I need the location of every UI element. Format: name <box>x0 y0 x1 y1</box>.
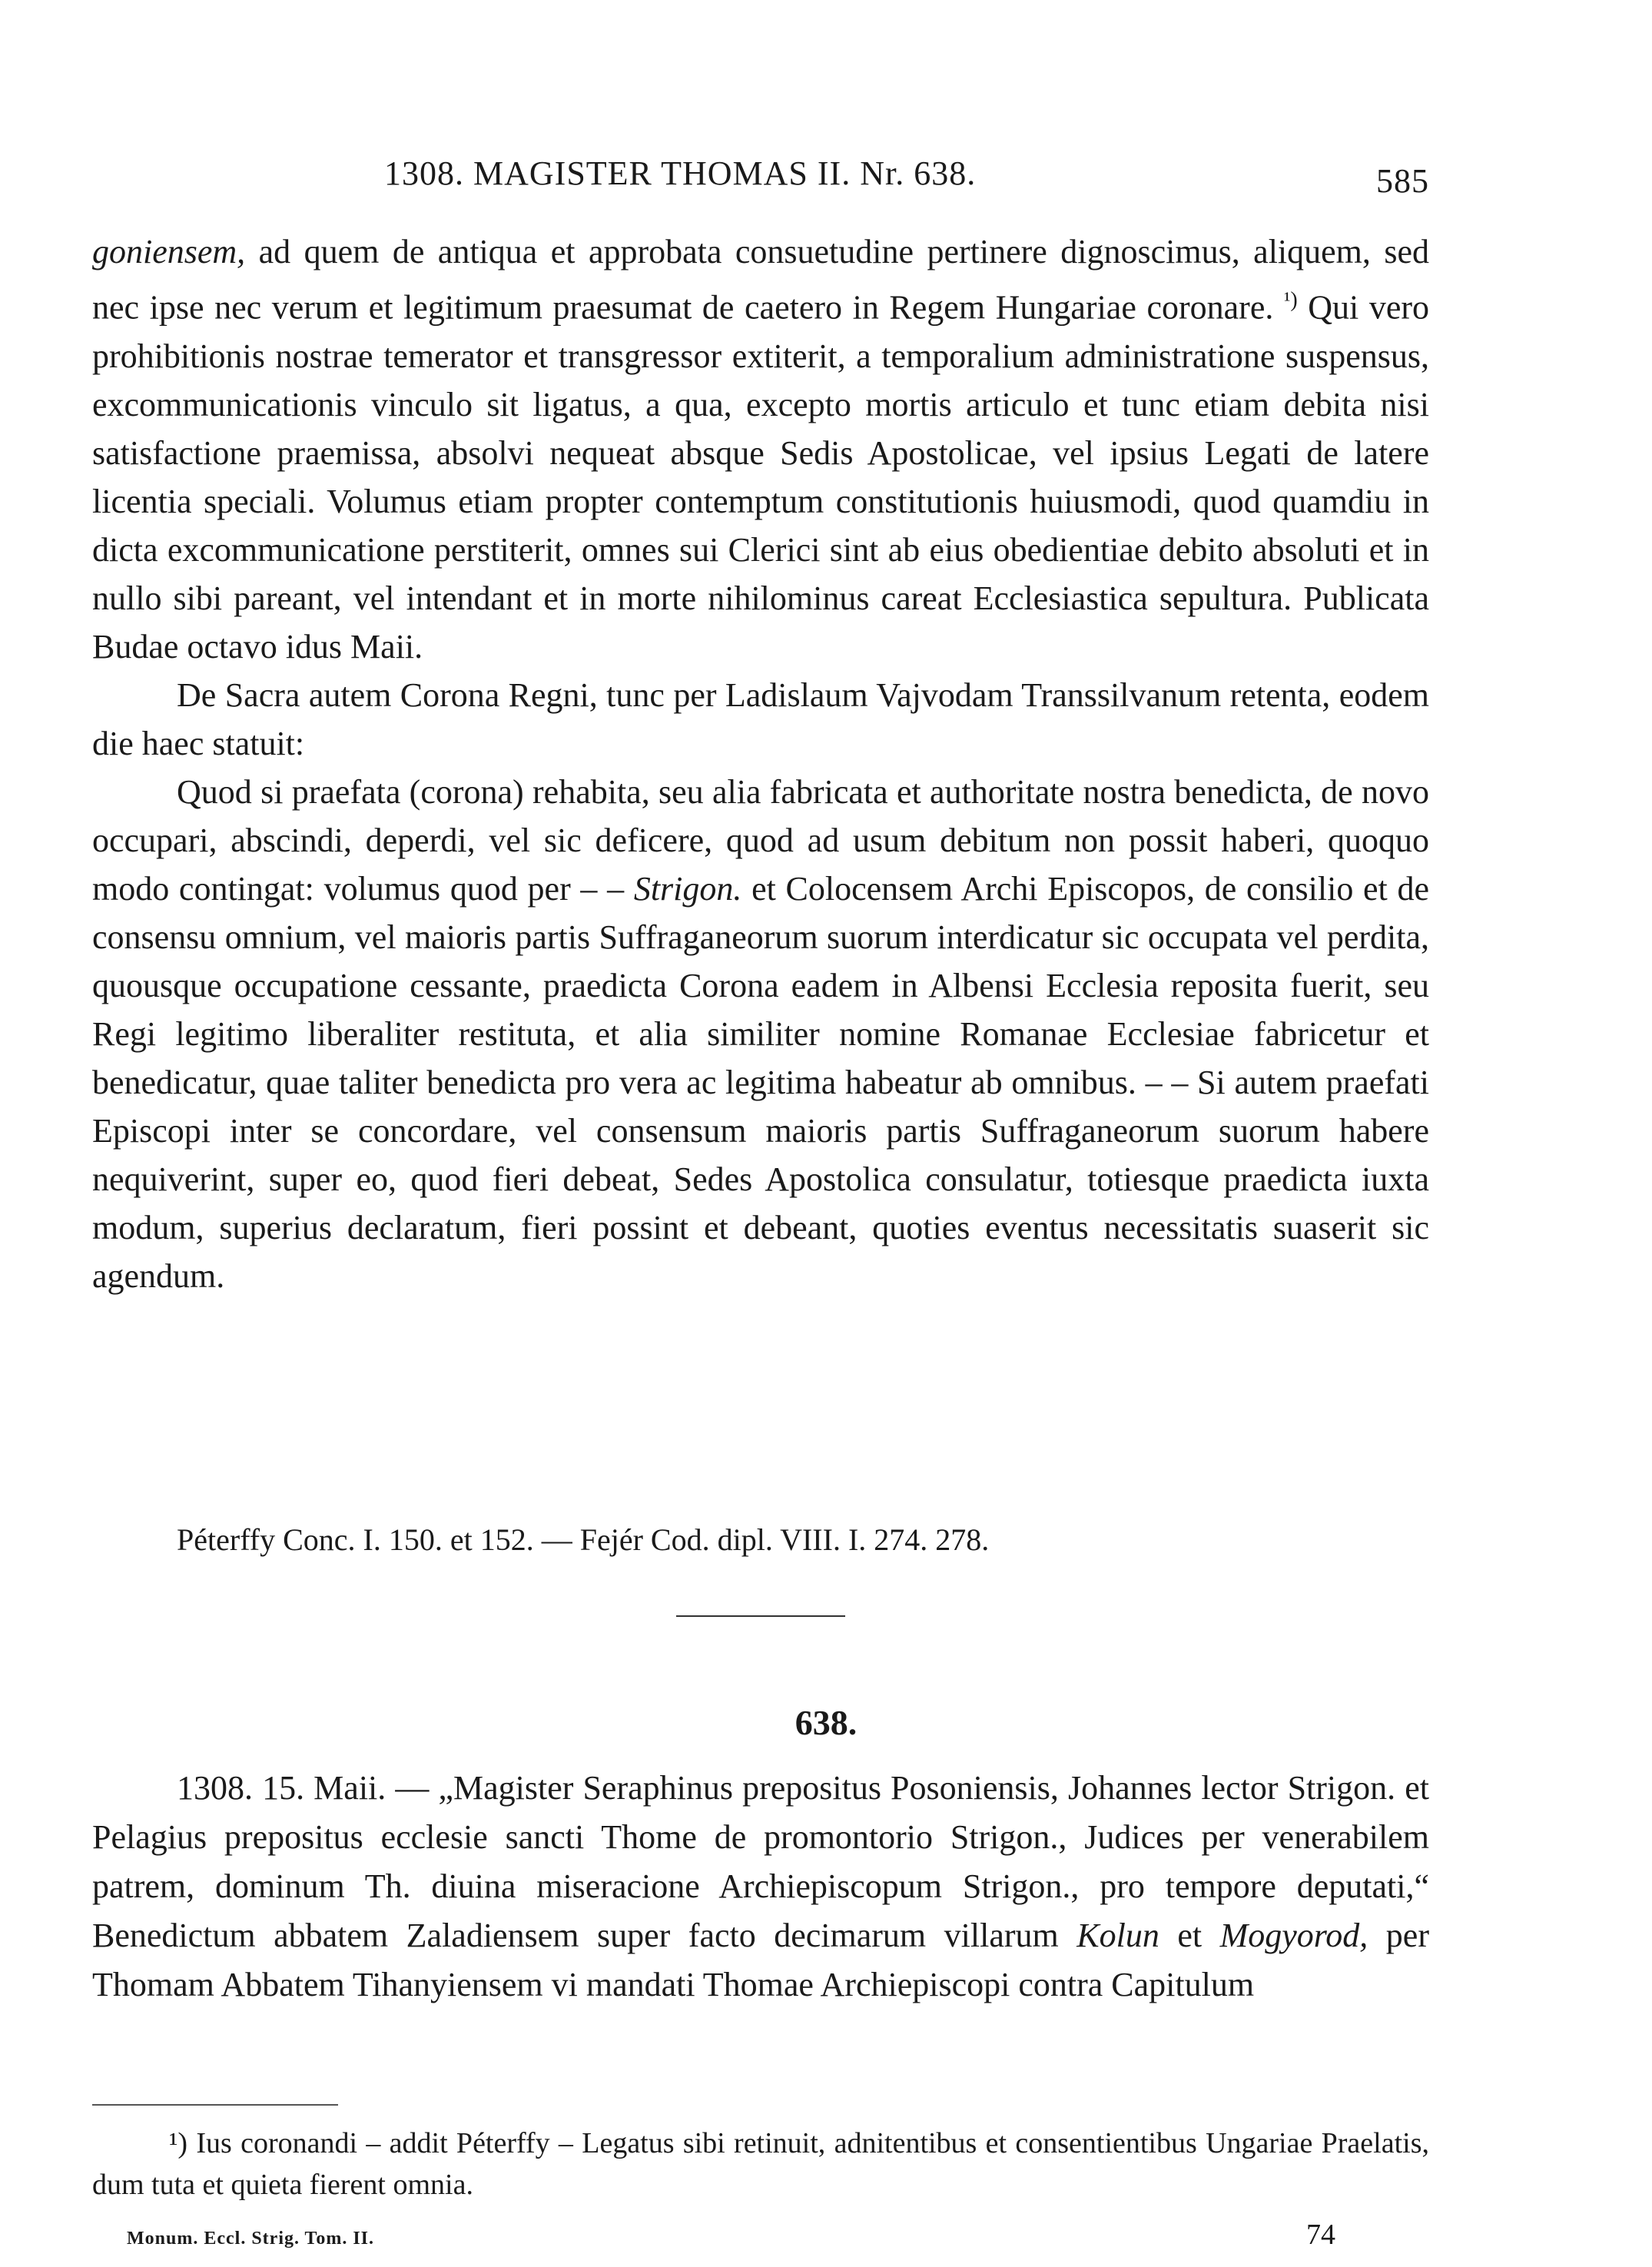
paragraph-1 <box>92 227 1429 671</box>
paragraph-1-text: ad quem de antiqua et approbata consuetudine pertinere dignoscimus, aliquem, sed nec ipse nec verum et legitimum praesumat de caetero in Regem Hungariae coronare. <box>92 233 1429 327</box>
italic-village-kolun: Kolun <box>1076 1917 1159 1954</box>
paragraph-2: De Sacra autem Corona Regni, tunc per Ladislaum Vajvodam Transsilvanum retenta, eodem die haec statuit: <box>92 675 1429 762</box>
paragraph-3-text-b: et Colocensem Archi Episcopos, de consilio et de consensu omnium, vel maioris partis Suffraganeorum suorum interdicatur sic occupata vel perdita, quousque occupatione cessante, praedicta Corona eadem in Albensi Ecclesia reposita fuerit, seu Regi legitimo liberaliter restituta, et alia similiter nomine Romanae Ecclesiae fabricetur et benedicatur, quae taliter benedicta pro vera ac legitima habeatur ab omnibus. – – Si autem praefati Episcopi inter se concordare, vel consensum maioris partis Suffraganeorum suorum habere nequiverint, super eo, quod fieri debeat, Sedes Apostolica consulatur, totiesque praedicta iuxta modum, superius declaratum, fieri possint et debeant, quoties eventus necessitatis suaserit sic agendum. <box>92 869 1430 1295</box>
running-title: 1308. MAGISTER THOMAS II. Nr. 638. <box>384 154 977 192</box>
printer-signature: Monum. Eccl. Strig. Tom. II. <box>127 2229 375 2249</box>
footnote-reference[interactable]: ¹) <box>1283 288 1298 312</box>
italic-village-mogyorod: Mogyorod, <box>1219 1917 1368 1954</box>
regest-text-a: 1308. 15. Maii. — „Magister Seraphinus prepositus Posoniensis, Johannes lector Strigon. et Pelagius prepositus ecclesie sancti Thome de promontorio Strigon., Judices per venerabilem patrem, dominum Th. diuina miseracione Archiepiscopum Strigon., pro tempore deputati,“ Benedictum abbatem Zaladiensem super facto decimarum villarum <box>92 1769 1429 1954</box>
paragraph-1-continuation: Qui vero prohibitionis nostrae temerator et transgressor extiterit, a temporalium administratione suspensus, excommunicationis vinculo sit ligatus, a qua, excepto mortis articulo et tunc etiam debita nisi satisfactione praemissa, absolvi nequeat absque Sedis Apostolicae, vel ipsius Legati de latere licentia speciali. Volumus etiam propter contemptum constitutionis huiusmodi, quod quamdiu in dicta excommunicatione perstiterit, omnes sui Clerici sint ab eius obedientiae debito absoluti et in nullo sibi pareant, vel intendant et in morte nihilominus careat Ecclesiastica sepultura. Publicata Budae octavo idus Maii. <box>92 288 1430 665</box>
regest-paragraph <box>92 1764 1429 2010</box>
regest-text <box>92 1764 1429 2010</box>
page-number: 585 <box>1376 162 1429 200</box>
paragraph-3 <box>92 768 1429 1300</box>
document-number: 638. <box>794 1703 858 1742</box>
footnote-text: ¹) Ius coronandi – addit Péterffy – Legatus sibi retinuit, adnitentibus et consentientibus Ungariae Praelatis, dum tuta et quieta fierent omnia. <box>92 2127 1429 2201</box>
source-citation: Péterffy Conc. I. 150. et 152. — Fejér Cod. dipl. VIII. I. 274. 278. <box>177 1522 990 1557</box>
footnote <box>92 2123 1429 2206</box>
footnote-divider <box>92 2104 338 2106</box>
paragraph-3-text-a: Quod si praefata (corona) rehabita, seu alia fabricata et authoritate nostra benedicta, de novo occupari, abscindi, deperdi, vel sic deficere, quod ad usum debitum non possit haberi, quoquo modo contingat: volumus quod per – – <box>92 772 1429 908</box>
italic-place-name: Strigon. <box>633 869 742 908</box>
main-text <box>92 227 1429 1300</box>
sheet-number: 74 <box>1306 2219 1335 2251</box>
regest-text-c: per Thomam Abbatem Tihanyiensem vi mandati Thomae Archiepiscopi contra Capitulum <box>92 1917 1429 2003</box>
continued-word: goniensem, <box>92 233 246 271</box>
regest-text-b: et <box>1159 1917 1220 1954</box>
section-divider <box>676 1615 845 1617</box>
